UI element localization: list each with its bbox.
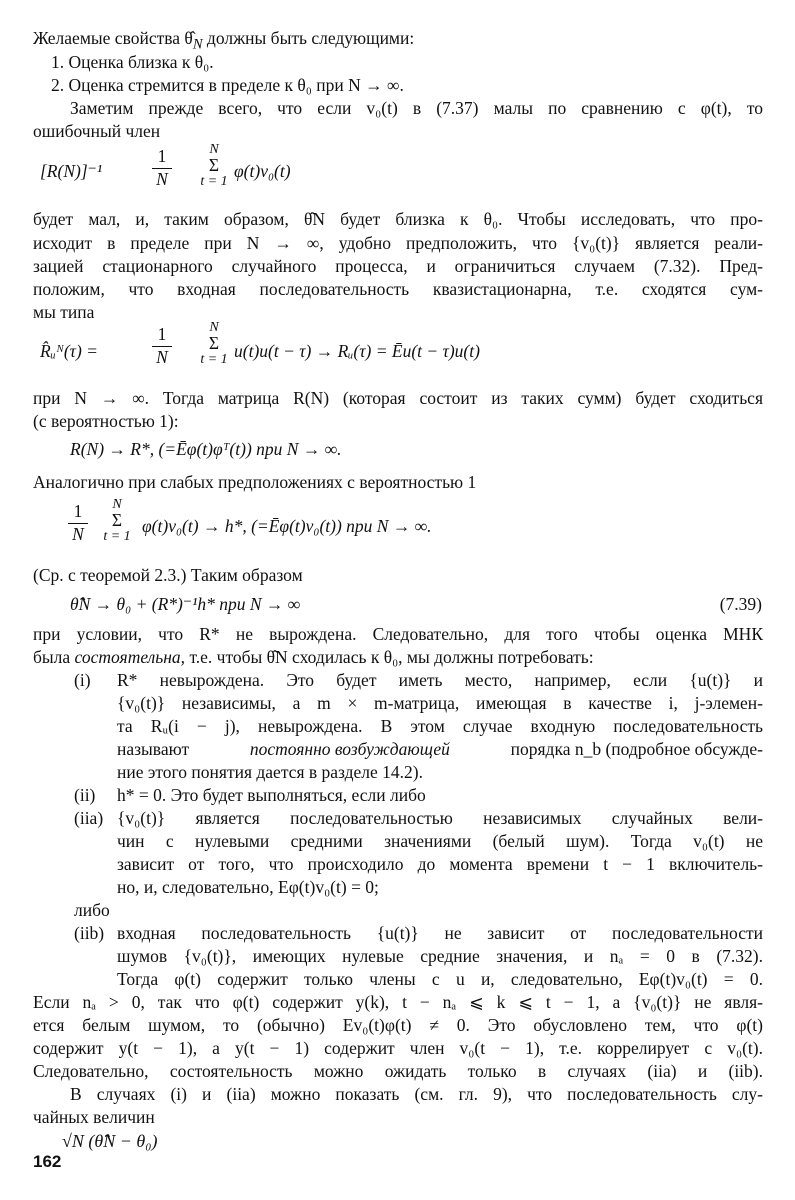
condition-label-i: (i) (74, 670, 91, 690)
condition-label-iia: (iia) (74, 808, 104, 828)
text-line: В случаях (i) и (iia) можно показать (см. гл. 9), что последовательность слу- (70, 1084, 763, 1104)
text-line: та Rᵤ(i − j), невырождена. В этом случае входную последовательность (117, 716, 763, 736)
sum-symbol: N Σ t = 1 (200, 320, 228, 367)
property-item-1: 1. Оценка близка к θ₀. (51, 52, 214, 72)
text-line: {v₀(t)} является последовательностью независимых случайных вели- (117, 808, 763, 828)
text-line: чин с нулевыми средними значениями (белый шум). Тогда v₀(t) не (117, 831, 763, 851)
text-line: мы типа (33, 302, 95, 322)
equation-number: (7.39) (719, 594, 762, 614)
text-line: Аналогично при слабых предположениях с вероятностью 1 (33, 472, 477, 492)
text-line: зацией стационарного случайного процесса, и ограничиться случаем (7.32). Пред- (33, 256, 763, 276)
page-number: 162 (33, 1152, 62, 1171)
text-line: ние этого понятия дается в разделе 14.2). (117, 762, 424, 782)
text-line: но, и, следовательно, Eφ(t)v₀(t) = 0; (117, 877, 379, 897)
text-line: Если nₐ > 0, так что φ(t) содержит y(k), t − nₐ ⩽ k ⩽ t − 1, а {v₀(t)} не явля- (33, 992, 763, 1012)
text-line: входная последовательность {u(t)} не зависит от последовательности (117, 923, 763, 943)
text-line: Тогда φ(t) содержит только члены с u и, следовательно, Eφ(t)v₀(t) = 0. (117, 969, 763, 989)
text-line: ошибочный член (33, 121, 161, 141)
text-line: называют постоянно возбуждающей порядка n_b (подробное обсужде- (117, 739, 763, 759)
text-line: h* = 0. Это будет выполняться, если либо (117, 785, 426, 805)
text-line: положим, что входная последовательность квазистационарна, т.е. сходятся сум- (33, 279, 763, 299)
sum-symbol: N Σ t = 1 (103, 497, 131, 544)
fraction: $\frac{1}{N}$ (68, 503, 88, 543)
fraction: $\frac{1}{N}$ (152, 148, 172, 188)
text-line: R* невырождена. Это будет иметь место, например, если {u(t)} и (117, 670, 763, 690)
text-line: (Ср. с теоремой 2.3.) Таким образом (33, 565, 303, 585)
property-item-2: 2. Оценка стремится в пределе к θ₀ при N → ∞. (51, 75, 404, 95)
text-line: (с вероятностью 1): (33, 411, 179, 431)
text-line: ется белым шумом, то (обычно) Ev₀(t)φ(t) ≠ 0. Это обусловлено тем, что φ(t) (33, 1015, 763, 1035)
text-line: чайных величин (33, 1107, 155, 1127)
condition-label-ii: (ii) (74, 785, 96, 805)
text-line: шумов {v₀(t)}, имеющих нулевые средние значения, и nₐ = 0 в (7.32). (117, 946, 763, 966)
text-line: будет мал, и, таким образом, θ̂N будет близка к θ₀. Чтобы исследовать, что про- (33, 209, 763, 229)
text-line: либо (74, 900, 110, 920)
text-line: Следовательно, состоятельность можно ожидать только в случаях (iia) и (iib). (33, 1061, 763, 1081)
condition-label-iib: (iib) (74, 923, 105, 943)
fraction: $\frac{1}{N}$ (152, 326, 172, 366)
text-line: при N → ∞. Тогда матрица R(N) (которая состоит из таких сумм) будет сходиться (33, 388, 763, 408)
text-line: исходит в пределе при N → ∞, удобно предположить, что {v₀(t)} является реали- (33, 233, 763, 253)
text-line: Заметим прежде всего, что если v₀(t) в (7.37) малы по сравнению с φ(t), то (70, 98, 763, 118)
text-line: {v₀(t)} независимы, а m × m-матрица, имеющая в качестве i, j-элемен- (117, 693, 763, 713)
equation-r-limit: R(N) → R*, (=Ēφ(t)φᵀ(t)) при N → ∞. (70, 439, 342, 459)
equation-sqrt-n: √N (θ̂N − θ₀) (62, 1131, 158, 1151)
text-line: была состоятельна, т.е. чтобы θ̂N сходилась к θ₀, мы должны потребовать: (33, 647, 594, 667)
text-line: Желаемые свойства $\thetâ_N$ должны быть следующими: (33, 28, 415, 53)
book-page: Желаемые свойства $\thetâ_N$ должны быть следующими: 1. Оценка близка к θ₀. 2. Оценка стремится в пределе к θ₀ при N → ∞. Заметим прежде всего, что если v₀(t) в (7.37) малы по сравнению с φ(t), то ошибочный член [R(N)]⁻¹ $\frac{1}{N}$ N Σ t = 1 φ(t)v₀(t) будет мал, и, таким образом, θ̂N будет близка к θ₀. Чтобы исследовать, что про- исходит в пределе при N → ∞, удобно предположить, что {v₀(t)} является реали- зацией стационарного случайного процесса, и ограничиться случаем (7.32). Пред- положим, что входная последовательность квазистационарна, т.е. сходятся сум- мы типа R̂ᵤᴺ(τ) = $\frac{1}{N}$ N Σ t = 1 u(t)u(t − τ) → Rᵤ(τ) = Ēu(t − τ)u(t) при N → ∞. Тогда матрица R(N) (которая состоит из таких сумм) будет сходиться (с вероятностью 1): R(N) → R*, (=Ēφ(t)φᵀ(t)) при N → ∞. Аналогично при слабых предположениях с вероятностью 1 $\frac{1}{N}$ N Σ t = 1 φ(t)v₀(t) → h*, (=Ēφ(t)v₀(t)) при N → ∞. (Ср. с теоремой 2.3.) Таким образом θ̂N → θ₀ + (R*)⁻¹h* при N → ∞ (7.39) при условии, что R* не вырождена. Следовательно, для того чтобы оценка МНК была состоятельна, т.е. чтобы θ̂N сходилась к θ₀, мы должны потребовать: (i) R* невырождена. Это будет иметь место, например, если {u(t)} и {v₀(t)} независимы, а m × m-матрица, имеющая в качестве i, j-элемен- та Rᵤ(i − j), невырождена. В этом случае входную последовательность называют постоянно возбуждающей порядка n_b (подробное обсужде- ние этого понятия дается в разделе 14.2). (ii) h* = 0. Это будет выполняться, если либо (iia) {v₀(t)} является последовательностью независимых случайных вели- чин с нулевыми средними значениями (белый шум). Тогда v₀(t) не зависит от того, что происходило до момента времени t − 1 включитель- но, и, следовательно, Eφ(t)v₀(t) = 0; либо (iib) входная последовательность {u(t)} не зависит от последовательности шумов {v₀(t)}, имеющих нулевые средние значения, и nₐ = 0 в (7.32). Тогда φ(t) содержит только члены с u и, следовательно, Eφ(t)v₀(t) = 0. Если nₐ > 0, так что φ(t) содержит y(k), t − nₐ ⩽ k ⩽ t − 1, а {v₀(t)} не явля- ется белым шумом, то (обычно) Ev₀(t)φ(t) ≠ 0. Это обусловлено тем, что φ(t) содержит y(t − 1), а y(t − 1) содержит член v₀(t − 1), т.е. коррелирует с v₀(t). Следовательно, состоятельность можно ожидать только в случаях (iia) и (iib). В случаях (i) и (iia) можно показать (см. гл. 9), что последовательность слу- чайных величин √N (θ̂N − θ₀) 162 (0, 0, 795, 1200)
equation-7-39: θ̂N → θ₀ + (R*)⁻¹h* при N → ∞ (70, 594, 301, 614)
text-line: зависит от того, что происходило до момента времени t − 1 включитель- (117, 854, 763, 874)
text-line: при условии, что R* не вырождена. Следовательно, для того чтобы оценка МНК (33, 624, 763, 644)
text-line: содержит y(t − 1), а y(t − 1) содержит член v₀(t − 1), т.е. коррелирует с v₀(t). (33, 1038, 763, 1058)
sum-symbol: N Σ t = 1 (200, 142, 228, 189)
